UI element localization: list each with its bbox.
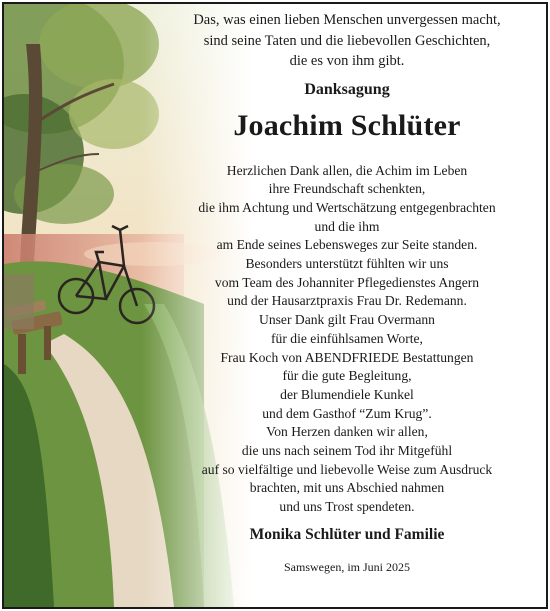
body-line: und die ihm: [314, 218, 380, 234]
body-line: Von Herzen danken wir allen,: [266, 424, 428, 440]
body-line: am Ende seines Lebensweges zur Seite standen.: [216, 237, 478, 253]
quote-line: die es von ihm gibt.: [289, 53, 405, 69]
body-line: brachten, mit uns Abschied nahmen: [249, 480, 445, 496]
body-line: und dem Gasthof “Zum Krug”.: [262, 405, 432, 421]
place-and-date: Samswegen, im Juni 2025: [284, 559, 410, 574]
body-line: Frau Koch von ABENDFRIEDE Bestattungen: [220, 349, 474, 365]
notice-text: [154, 10, 540, 575]
body-line: auf so vielfältige und liebevolle Weise zum Ausdruck: [201, 461, 493, 477]
notice-frame: [2, 2, 548, 609]
quote-line: Das, was einen lieben Menschen unvergessen macht,: [193, 12, 501, 28]
body-line: vom Team des Johanniter Pflegedienstes Angern: [214, 274, 480, 290]
body-line: Besonders unterstützt fühlten wir uns: [245, 256, 449, 272]
notice-heading: Danksagung: [304, 80, 390, 98]
quote-line: sind seine Taten und die liebevollen Geschichten,: [203, 32, 491, 49]
deceased-name: Joachim Schlüter: [233, 108, 461, 142]
body-line: Unser Dank gilt Frau Overmann: [259, 312, 435, 328]
body-line: und uns Trost spendeten.: [279, 499, 415, 515]
body-line: ihre Freundschaft schenkten,: [268, 181, 426, 197]
body-line: die ihm Achtung und Wertschätzung entgegenbrachten: [198, 199, 496, 215]
body-line: Herzlichen Dank allen, die Achim im Leben: [226, 162, 468, 178]
family-signature: Monika Schlüter und Familie: [249, 525, 445, 543]
body-line: für die gute Begleitung,: [282, 368, 412, 384]
body-line: und der Hausarztpraxis Frau Dr. Redemann.: [227, 293, 467, 309]
body-line: der Blumendiele Kunkel: [280, 386, 414, 402]
body-line: für die einfühlsamen Worte,: [271, 330, 423, 346]
body-line: die uns nach seinem Tod ihr Mitgefühl: [241, 443, 453, 459]
thank-you-text: [154, 162, 540, 517]
opening-quote: [154, 10, 540, 72]
